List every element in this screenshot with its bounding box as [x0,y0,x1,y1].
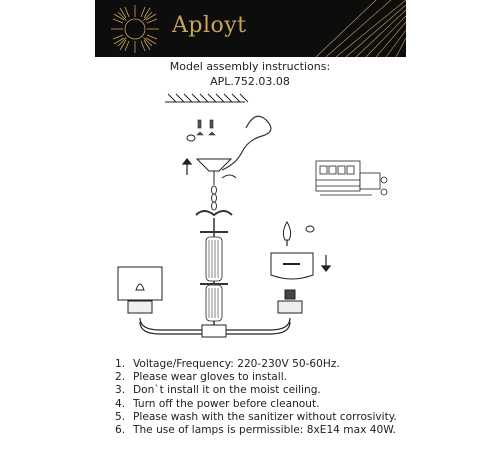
wire-icon [222,116,271,170]
ceiling-icon [165,94,248,102]
arrow-up-icon [183,159,191,175]
instruction-item: 5. Please wash with the sanitizer without corrosivity. [115,410,397,423]
bulb-icon [283,222,290,240]
instruction-item: 6. The use of lamps is permissible: 8xE14 max 40W. [115,424,396,437]
screw-icon [197,120,215,135]
instruction-item: 3. Don`t install it on the moist ceiling. [115,384,321,397]
lampshade-icon [118,267,162,313]
wiring-terminal-icon [316,161,387,195]
arrow-down-icon [322,255,330,271]
instruction-item: 4. Turn off the power before cleanout. [115,397,320,410]
instructions-list [115,358,397,437]
brand-name: Aployt [172,13,247,38]
canopy-icon [197,159,231,171]
model-number: APL.752.03.08 [210,75,290,88]
chain-icon [212,186,217,210]
instruction-item: 2. Please wear gloves to install. [115,371,288,384]
rod-section-icon [206,237,222,321]
instruction-item: 1. Voltage/Frequency: 220-230V 50-60Hz. [115,358,340,370]
sunburst-logo-icon [109,3,161,55]
decorative-lines-icon [296,0,406,57]
page-title: Model assembly instructions: [169,60,331,73]
header-banner [95,0,406,57]
hook-icon [196,211,232,215]
rotate-arrow-icon [187,135,314,232]
assembly-diagram [110,88,410,348]
